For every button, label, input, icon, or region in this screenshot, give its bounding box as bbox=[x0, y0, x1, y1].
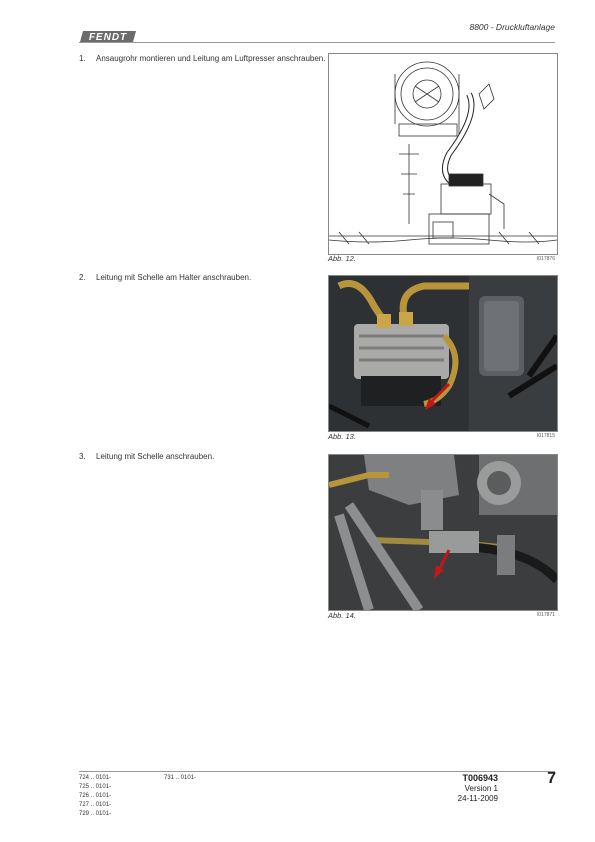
footer-model-codes bbox=[79, 774, 111, 819]
model-code: 731 .. 0101- bbox=[164, 775, 197, 781]
document-version: Version 1 bbox=[464, 784, 498, 793]
step-number: 3. bbox=[79, 452, 86, 461]
document-date: 24-11-2009 bbox=[457, 794, 498, 803]
figure-14-caption: Abb. 14. bbox=[328, 611, 356, 620]
step-number: 1. bbox=[79, 54, 86, 63]
figure-14-image bbox=[328, 454, 558, 611]
step-text: Leitung mit Schelle anschrauben. bbox=[96, 452, 215, 461]
header-divider bbox=[79, 42, 555, 43]
document-id: T006943 bbox=[462, 773, 498, 783]
model-code: 726 .. 0101- bbox=[79, 793, 112, 799]
figure-12-image bbox=[328, 53, 558, 255]
figure-13-ref: I017815 bbox=[536, 433, 555, 439]
model-code: 725 .. 0101- bbox=[79, 784, 112, 790]
engine-line-drawing bbox=[329, 54, 557, 254]
figure-12-caption: Abb. 12. bbox=[328, 254, 356, 263]
page-header-title: 8800 - Druckluftanlage bbox=[469, 22, 555, 32]
figure-13-image bbox=[328, 275, 558, 432]
pipe-clamp-photo bbox=[329, 455, 557, 610]
svg-text:FENDT: FENDT bbox=[88, 32, 128, 43]
figure-13-caption: Abb. 13. bbox=[328, 432, 356, 441]
compressor-photo bbox=[329, 276, 557, 431]
model-code: 729 .. 0101- bbox=[79, 811, 112, 817]
page-number: 7 bbox=[547, 770, 556, 787]
step-text: Leitung mit Schelle am Halter anschrauben. bbox=[96, 273, 252, 282]
footer-model-codes-2 bbox=[164, 774, 196, 783]
step-text: Ansaugrohr montieren und Leitung am Luftpresser anschrauben. bbox=[96, 54, 326, 63]
figure-14-ref: I017871 bbox=[536, 612, 555, 618]
figure-12-ref: I017876 bbox=[536, 256, 555, 262]
model-code: 724 .. 0101- bbox=[79, 775, 112, 781]
model-code: 727 .. 0101- bbox=[79, 802, 112, 808]
footer-divider bbox=[79, 771, 555, 772]
step-number: 2. bbox=[79, 273, 86, 282]
